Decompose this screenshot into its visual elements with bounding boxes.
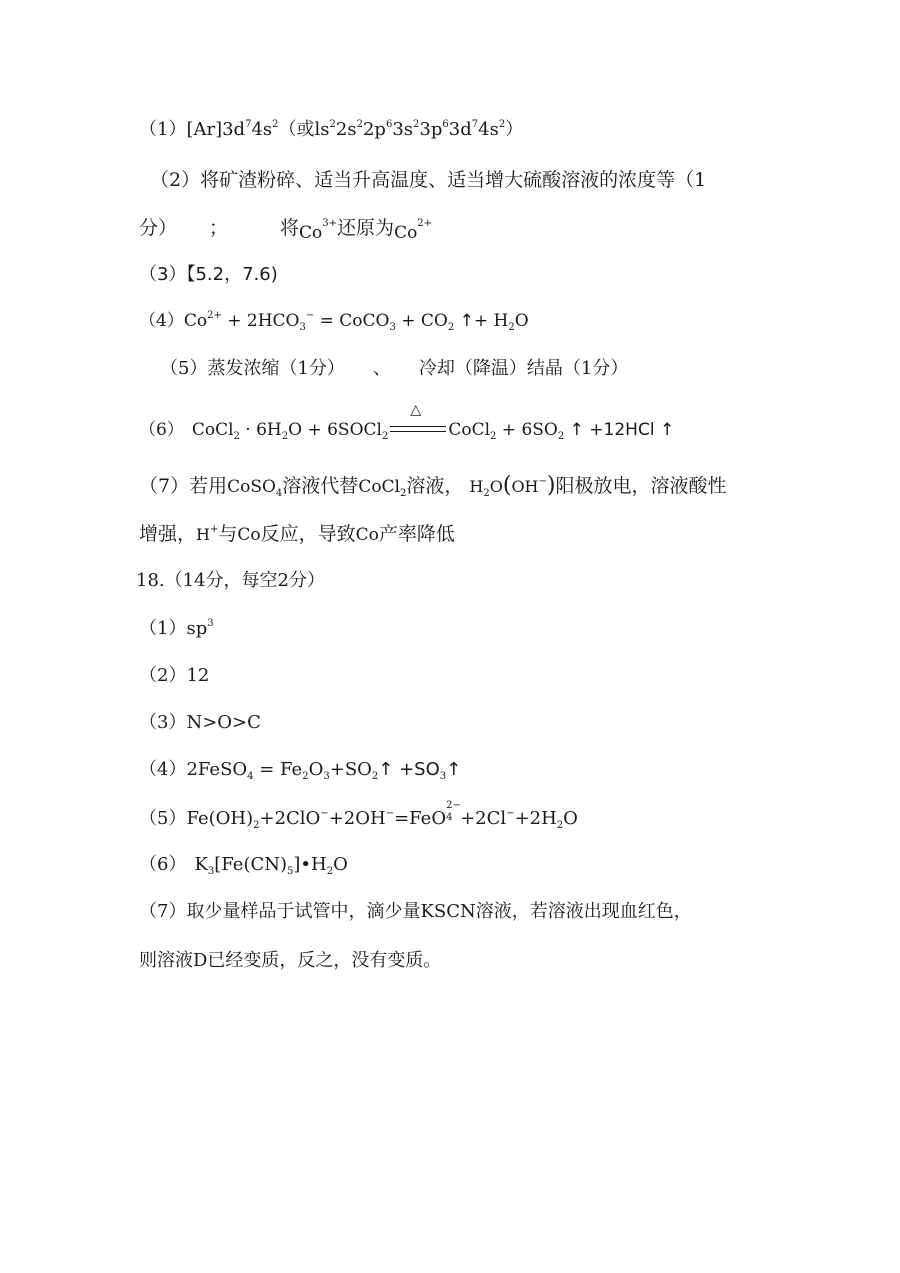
q18-answer-7-line1: （7）取少量样品于试管中，滴少量KSCN溶液，若溶液出现血红色， [139,901,692,922]
q18-answer-1: $(1)sp^3$ [139,618,214,639]
q18-answer-5: $(5)Fe(OH)_2+2ClO^-+2OH^-=FeO$ 2− 4 $+2Cl^-+2H_2O$ [139,800,578,831]
q17-answer-3: （3）【5.2，7.6) [139,264,278,285]
delta-heat-icon: △ [410,402,422,418]
q17-answer-6: （6） CoCl$_2$ · $6H_2O$ + 6SOCl$_2$ △ CoCl$_2$ + $6SO_2$ ↑ +12HCl ↑ [139,402,675,442]
q17-answer-7-line2: 增强，H+与Co反应，导致Co产率降低 [139,523,455,545]
q18-answer-7-line2: 则溶液D已经变质，反之，没有变质。 [139,950,442,971]
heat-condition-equals-sign [390,402,446,437]
q18-answer-4: （4）2FeSO$_4$ = $Fe_2O_3+SO_2↑$ $+SO_3↑$ [139,759,462,782]
q17-answer-1: $(1)[Ar]3d^74s^2$（或$ls^22s^22p^63s^23p^63d^74s^2$） [139,119,524,140]
q18-heading: 18.（14分，每空2分） [136,570,325,591]
q17-answer-5: （5）蒸发浓缩（1分） 、 冷却（降温）结晶（1分） [160,358,629,379]
q18-answer-2: （2）12 [139,665,210,686]
q17-answer-2-line1: （2）将矿渣粉碎、适当升高温度、适当增大硫酸溶液的浓度等（1 [150,169,707,191]
q17-answer-2-line2: 分） ； 将$Co^{3+}$还原为$Co^{2+}$ [139,217,433,243]
q17-answer-7-line1: （7）若用CoSO$_4$溶液代替CoCl$_2$溶液， $H_2O(OH^-)$阳极放电，溶液酸性 [139,473,727,499]
q18-answer-3: （3）N>O>C [139,712,261,733]
q18-answer-6: （6） $K_3[Fe(CN)_5]•H_2O$ [139,854,348,877]
q17-answer-4: $(4)Co^{2+} + 2HCO_3^-$ = CoCO$_3$ + $CO_2$ ↑+ $H_2O$ [139,310,529,333]
